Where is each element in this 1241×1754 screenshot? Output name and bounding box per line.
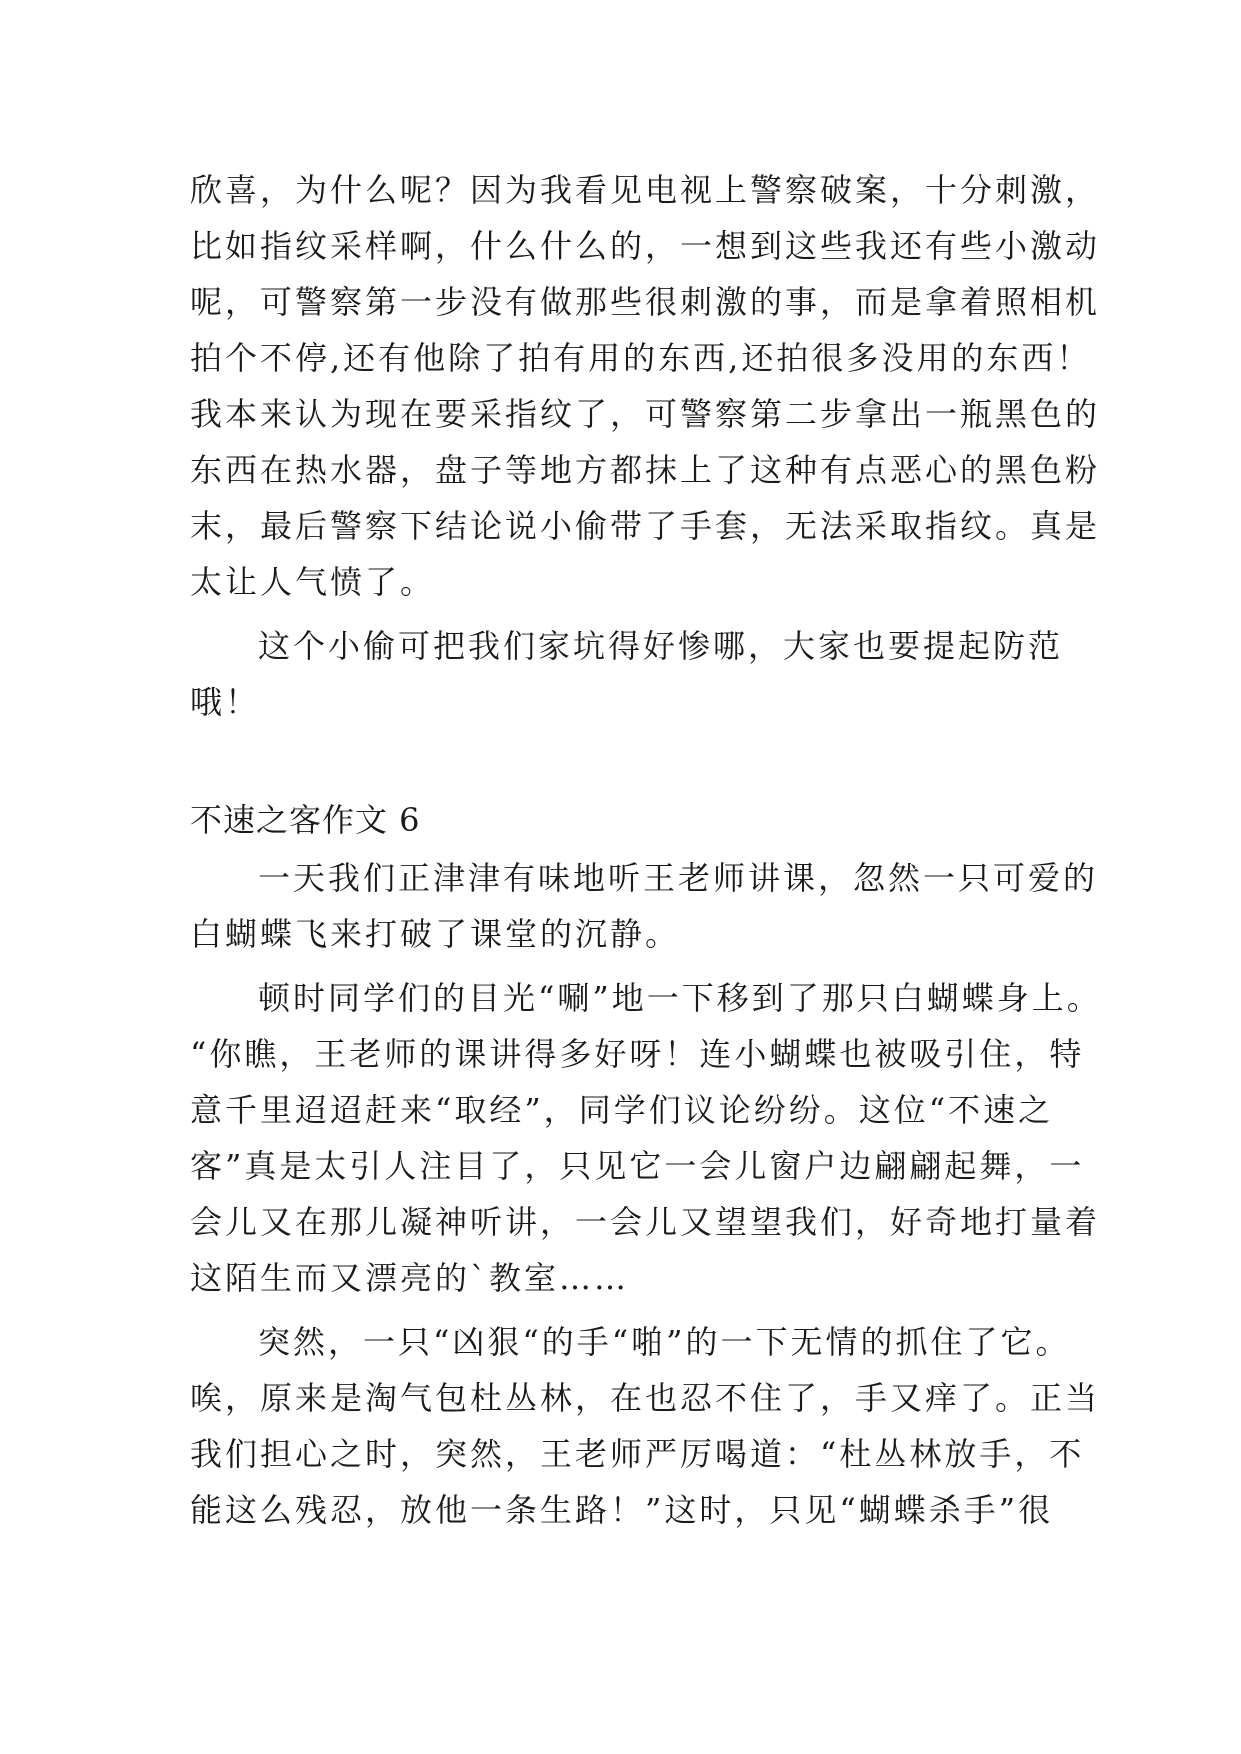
text-line: 一天我们正津津有味地听王老师讲课，忽然一只可爱的: [258, 859, 1099, 897]
text-line: 我本来认为现在要采指纹了，可警察第二步拿出一瓶黑色的: [190, 395, 1101, 433]
text-line: 白蝴蝶飞来打破了课堂的沉静。: [190, 915, 681, 953]
text-line: 比如指纹采样啊，什么什么的，一想到这些我还有些小激动: [190, 227, 1101, 265]
text-line: 东西在热水器，盘子等地方都抹上了这种有点恶心的黑色粉: [190, 451, 1101, 489]
text-line: 顿时同学们的目光“唰”地一下移到了那只白蝴蝶身上。: [258, 979, 1102, 1017]
text-line: 哦！: [190, 683, 261, 721]
text-line: 会儿又在那儿凝神听讲，一会儿又望望我们，好奇地打量着: [190, 1203, 1101, 1241]
text-line: 客”真是太引人注目了，只见它一会儿窗户边翩翩起舞，一: [190, 1147, 1085, 1185]
text-line: 能这么残忍，放他一条生路！”这时，只见“蝴蝶杀手”很: [190, 1491, 1054, 1529]
text-line: 意千里迢迢赶来“取经”，同学们议论纷纷。这位“不速之: [190, 1091, 1054, 1129]
text-line: 这陌生而又漂亮的`教室……: [190, 1259, 630, 1297]
text-line: 唉，原来是淘气包杜丛林，在也忍不住了，手又痒了。正当: [190, 1379, 1101, 1417]
text-line: 欣喜，为什么呢？因为我看见电视上警察破案，十分刺激，: [190, 171, 1101, 209]
text-line: 呢，可警察第一步没有做那些很刺激的事，而是拿着照相机: [190, 283, 1101, 321]
text-line: “你瞧，王老师的课讲得多好呀！连小蝴蝶也被吸引住，特: [190, 1035, 1085, 1073]
text-line: 这个小偷可把我们家坑得好惨哪，大家也要提起防范: [258, 627, 1064, 665]
text-line: 末，最后警察下结论说小偷带了手套，无法采取指纹。真是: [190, 507, 1101, 545]
text-line: 太让人气愤了。: [190, 563, 436, 601]
text-line: 拍个不停,还有他除了拍有用的东西,还拍很多没用的东西！: [190, 339, 1092, 377]
text-line: 我们担心之时，突然，王老师严厉喝道：“杜丛林放手，不: [190, 1435, 1085, 1473]
text-line: 突然，一只“凶狠“的手“啪”的一下无情的抓住了它。: [258, 1323, 1071, 1361]
section-title: 不速之客作文 6: [190, 801, 421, 839]
